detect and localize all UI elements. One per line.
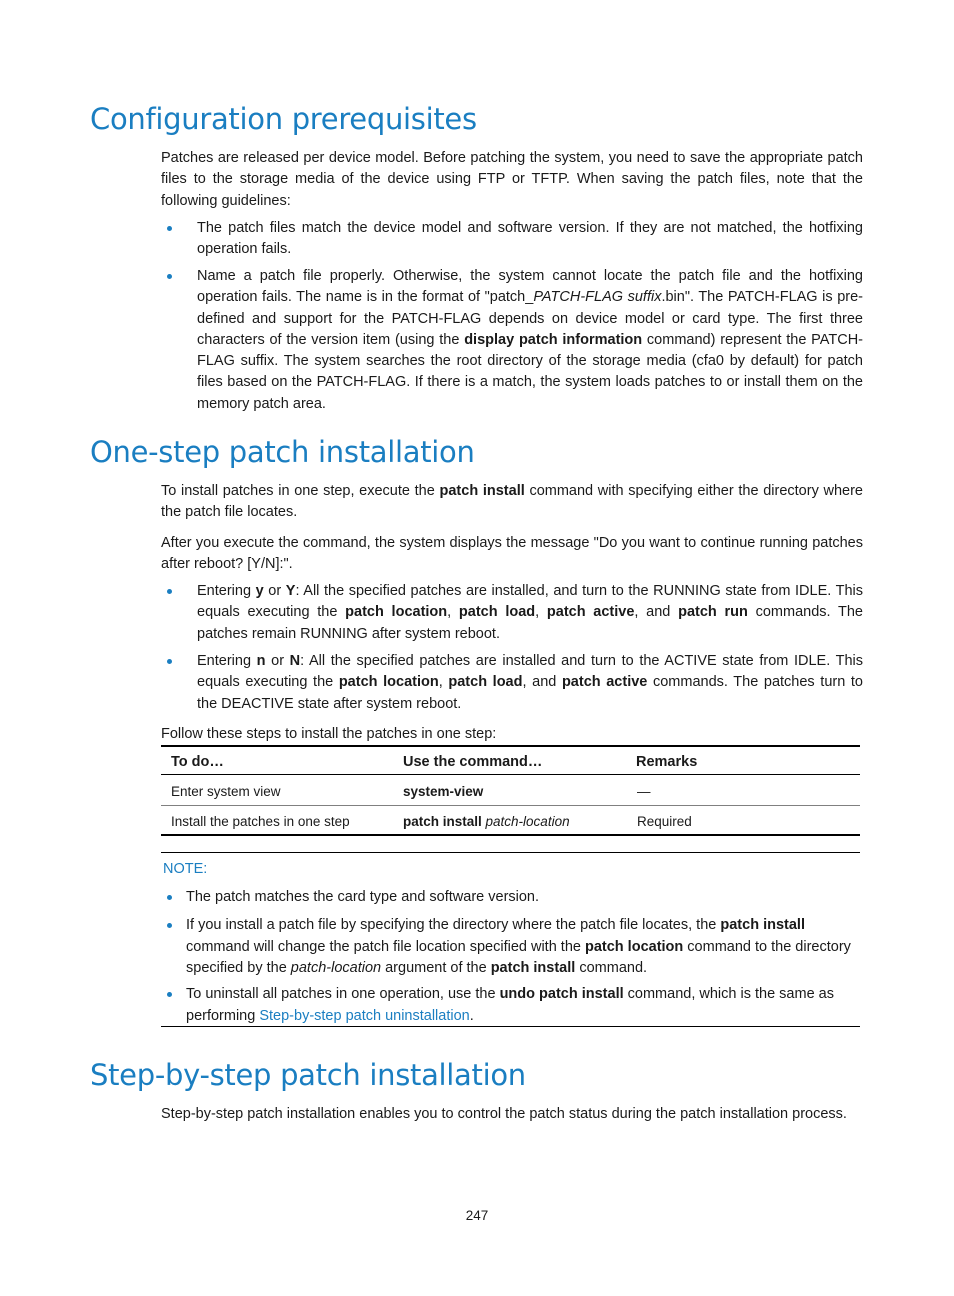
table-cell-remarks: Required	[637, 814, 692, 829]
note-bullet-2: If you install a patch file by specifying the directory where the patch file locates, the patch install command will change the patch file location specified with the patch location command to the directory specified by the patch-location argument of the patch install command.	[186, 917, 851, 976]
bullet-dot-icon	[167, 923, 172, 928]
section-title-step-by-step-patch-installation: Step-by-step patch installation	[90, 1058, 526, 1092]
step-by-step-uninstallation-link[interactable]: Step-by-step patch uninstallation	[259, 1007, 470, 1024]
bullet-dot-icon	[167, 274, 172, 279]
page-number: 247	[465, 1208, 489, 1223]
table-cell-remarks: —	[637, 784, 651, 799]
table-header-command: Use the command…	[403, 754, 543, 770]
table-cell-todo: Install the patches in one step	[171, 814, 350, 829]
table-cell-todo: Enter system view	[171, 784, 281, 799]
table-header-todo: To do…	[171, 754, 224, 770]
table-header-remarks: Remarks	[636, 754, 698, 770]
table-cell-command: system-view	[403, 784, 484, 799]
bullet-dot-icon	[167, 895, 172, 900]
table-bottom-rule	[161, 834, 860, 836]
onestep-paragraph-1: To install patches in one step, execute the patch install command with specifying either the directory where the patch file locates.	[161, 483, 863, 521]
note-top-rule	[161, 852, 860, 853]
onestep-bullet-2: Entering n or N: All the specified patches are installed and turn to the ACTIVE state from IDLE. This equals executing the patch location, patch load, and patch active commands. The patches turn to the DEACTIVE state after system reboot.	[197, 653, 864, 712]
config-bullet-1: The patch files match the device model and software version. If they are not matched, the hotfixing operation fails.	[197, 220, 863, 258]
config-intro-paragraph: Patches are released per device model. Before patching the system, you need to save the appropriate patch files to the storage media of the device using FTP or TFTP. When saving the patch files, note that the following guidelines:	[161, 150, 863, 209]
table-top-rule	[161, 745, 860, 747]
section-title-one-step-patch-installation: One-step patch installation	[90, 435, 475, 469]
bullet-dot-icon	[167, 992, 172, 997]
stepbystep-paragraph: Step-by-step patch installation enables you to control the patch status during the patch installation process.	[161, 1106, 847, 1122]
config-bullet-2: Name a patch file properly. Otherwise, the system cannot locate the patch file and the hotfixing operation fails. The name is in the format of "patch_PATCH-FLAG suffix.bin". The PATCH-FLAG is pre-defined and support for the PATCH-FLAG depends on device model or card type. The first three characters of the version item (using the display patch information command) represent the PATCH-FLAG suffix. The system searches the root directory of the storage media (cfa0 by default) for patch files based on the PATCH-FLAG. If there is a match, the system loads patches to or install them on the memory patch area.	[197, 268, 864, 412]
note-bullet-1: The patch matches the card type and software version.	[186, 889, 540, 905]
section-title-configuration-prerequisites: Configuration prerequisites	[90, 102, 477, 136]
onestep-bullet-1: Entering y or Y: All the specified patches are installed, and turn to the RUNNING state from IDLE. This equals executing the patch location, patch load, patch active, and patch run commands. The patches remain RUNNING after system reboot.	[197, 583, 863, 642]
table-row-divider	[161, 805, 860, 806]
table-header-rule	[161, 774, 860, 775]
bullet-dot-icon	[167, 226, 172, 231]
note-bottom-rule	[161, 1026, 860, 1027]
table-cell-command: patch install patch-location	[403, 814, 570, 829]
bullet-dot-icon	[167, 659, 172, 664]
note-label: NOTE:	[163, 861, 208, 877]
bullet-dot-icon	[167, 589, 172, 594]
onestep-paragraph-2: After you execute the command, the system displays the message "Do you want to continue running patches after reboot? [Y/N]:".	[161, 535, 863, 573]
note-bullet-3: To uninstall all patches in one operation, use the undo patch install command, which is the same as performing Step-by-step patch uninstallation.	[186, 986, 834, 1024]
onestep-follow-steps: Follow these steps to install the patches in one step:	[161, 726, 497, 742]
